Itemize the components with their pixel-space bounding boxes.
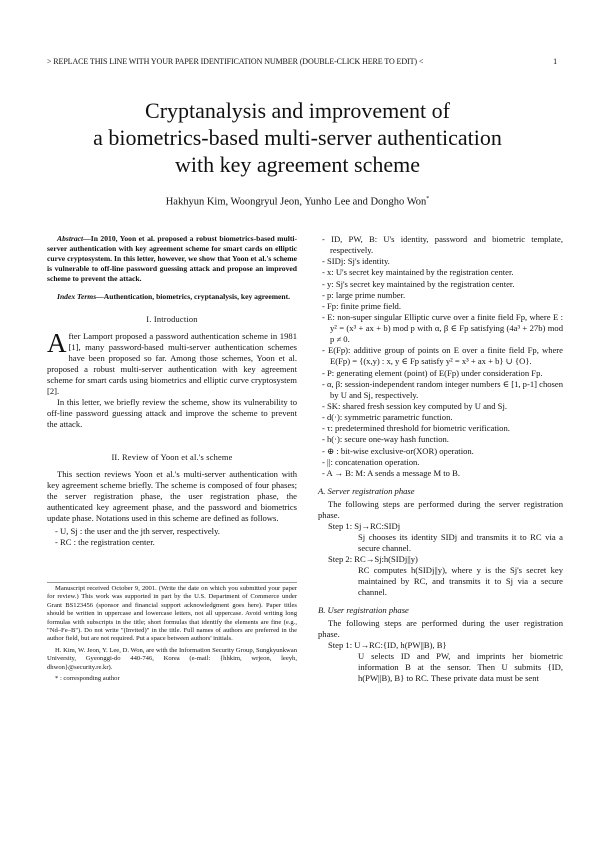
step-head: Step 1: U→RC:{ID, h(PW||B), B} (328, 640, 447, 650)
intro-paragraph-1 (47, 328, 297, 397)
list-item: - P: generating element (point) of E(Fp) under consideration Fp. (322, 367, 543, 378)
running-header (47, 57, 557, 66)
intro-paragraph-2: In this letter, we briefly review the scheme, show its vulnerability to off-line password guessing attack and improve the scheme to prevent the attack. (47, 397, 297, 429)
user-registration-intro: The following steps are performed during the user registration phase. (318, 618, 563, 639)
step-body: U selects ID and PW, and imprints her biometric information B at the sensor. Then U submits {ID, h(PW||B), B} to RC. These private data must be sent (358, 651, 563, 683)
list-item: - U, Sj : the user and the jth server, respectively. (55, 526, 220, 536)
list-item: - d(·): symmetric parametric function. (322, 412, 453, 423)
index-terms-label: Index Terms— (57, 292, 104, 301)
list-item: - ||: concatenation operation. (322, 456, 420, 467)
header-note: > REPLACE THIS LINE WITH YOUR PAPER IDENTIFICATION NUMBER (DOUBLE-CLICK HERE TO EDIT) < (47, 57, 424, 66)
list-item: - ID, PW, B: U's identity, password and biometric template, respectively. (322, 234, 563, 255)
index-terms (47, 292, 297, 302)
list-item: - τ: predetermined threshold for biometric verification. (322, 423, 510, 434)
list-item: - Fp: finite prime field. (322, 300, 401, 311)
section-heading-review: II. Review of Yoon et al.'s scheme (111, 453, 233, 462)
list-item: - SK: shared fresh session key computed by U and Sj. (322, 400, 507, 411)
section-heading-introduction: I. Introduction (146, 315, 198, 324)
abstract-text: In 2010, Yoon et al. proposed a robust biometrics-based multi-server authentication with key agreement scheme for smart cards on elliptic curve cryptosystem. In this letter, however, we show that Yoon et al.'s scheme is vulnerable to off-line password guessing attack and propose an improved scheme to prevent the attack. (47, 234, 297, 283)
subsection-heading-user-registration: B. User registration phase (318, 605, 409, 615)
list-item: - SIDj: Sj's identity. (322, 256, 390, 267)
title-line-2: a biometrics-based multi-server authentication (93, 125, 502, 150)
footnote-corresponding: * : corresponding author (55, 675, 120, 683)
intro-p1-text: fter Lamport proposed a password authentication scheme in 1981 [1], many password-based multi-server authentication schemes have been proposed so far. Among those schemes, Yoon et al. proposed a robust multi-server authentication with key agreement scheme for smart cards using biometrics and elliptic curve cryptosystem [2]. (47, 331, 297, 396)
footnote-affiliation: H. Kim, W. Jeon, Y. Lee, D. Won, are with the Information Security Group, Sungkyunkwan University, Gyeonggi-do 440-746, Korea (e-mail: {hhkim, wrjeon, leeyh, dhwon}@security.re.kr). (47, 646, 297, 671)
title-line-1: Cryptanalysis and improvement of (145, 98, 450, 123)
list-item: - RC : the registration center. (55, 537, 155, 547)
author-names: Hakhyun Kim, Woongryul Jeon, Yunho Lee and Dongho Won (165, 196, 427, 208)
server-registration-intro: The following steps are performed during the server registration phase. (318, 499, 563, 520)
step-head: Step 1: Sj→RC:SIDj (328, 521, 401, 531)
abstract (47, 234, 297, 284)
subsection-heading-server-registration: A. Server registration phase (318, 486, 415, 496)
corresponding-mark: * (426, 196, 430, 202)
list-item: - h(·): secure one-way hash function. (322, 434, 449, 445)
list-item: - p: large prime number. (322, 289, 406, 300)
author-list (40, 196, 555, 208)
left-column (47, 234, 297, 548)
review-paragraph-1: This section reviews Yoon et al.'s multi-server authentication with key agreement scheme briefly. The scheme is composed of four phases; the server registration phase, the user registration phase, the authenticated key agreement phase, and the password and biometrics update phase. Notations used in this scheme are defined as follows. (47, 469, 297, 523)
step-body: RC computes h(SIDj||y), where y is the Sj's secret key maintained by RC, and transmits it to Sj via a secure channel. (358, 565, 563, 597)
list-item: - y: Sj's secret key maintained by the registration center. (322, 278, 515, 289)
list-item: - E: non-super singular Elliptic curve over a finite field Fp, where E : y² = (x³ + ax + b) mod p with α, β ∈ Fp satisfying (4a³ + 27b) mod p ≠ 0. (322, 312, 563, 345)
step-body: Sj chooses its identity SIDj and transmits it to RC via a secure channel. (358, 532, 563, 553)
notation-list-left (55, 526, 297, 548)
footnote (47, 582, 297, 686)
page-number: 1 (553, 57, 557, 66)
list-item: - x: U's secret key maintained by the registration center. (322, 267, 514, 278)
title-line-3: with key agreement scheme (175, 152, 420, 177)
drop-cap: A (47, 328, 67, 358)
list-item: - ⊕ : bit-wise exclusive-or(XOR) operation. (322, 445, 474, 456)
abstract-label: Abstract— (57, 234, 91, 243)
list-item: - A → B: M: A sends a message M to B. (322, 468, 460, 478)
index-terms-text: Authentication, biometrics, cryptanalysis, key agreement. (103, 292, 291, 301)
footnote-manuscript: Manuscript received October 9, 2001. (Write the date on which you submitted your paper for review.) This work was supported in part by the U.S. Department of Commerce under Grant BS123456 (sponsor and financial support acknowledgment goes here). Paper titles should be written in uppercase and lowercase letters, not all uppercase. Avoid writing long formulas with subscripts in the title; short formulas that identify the elements are fine (e.g., "Nd–Fe–B"). Do not write "(Invited)" in the title. Full names of authors are preferred in the author field, but are not required. Put a space between authors' initials. (47, 585, 297, 643)
paper-title (40, 97, 555, 178)
step-head: Step 2: RC→Sj:h(SIDj||y) (328, 554, 418, 564)
notation-list (318, 234, 563, 479)
right-column (318, 234, 563, 684)
list-item: - E(Fp): additive group of points on E over a finite field Fp, where E(Fp) = {(x,y) : x, y ∈ Fp satisfy y² = x³ + ax + b} ∪ {O}. (322, 345, 563, 367)
list-item: - α, β: session-independent random integer numbers ∈ [1, p-1] chosen by U and Sj, respectively. (322, 378, 564, 400)
